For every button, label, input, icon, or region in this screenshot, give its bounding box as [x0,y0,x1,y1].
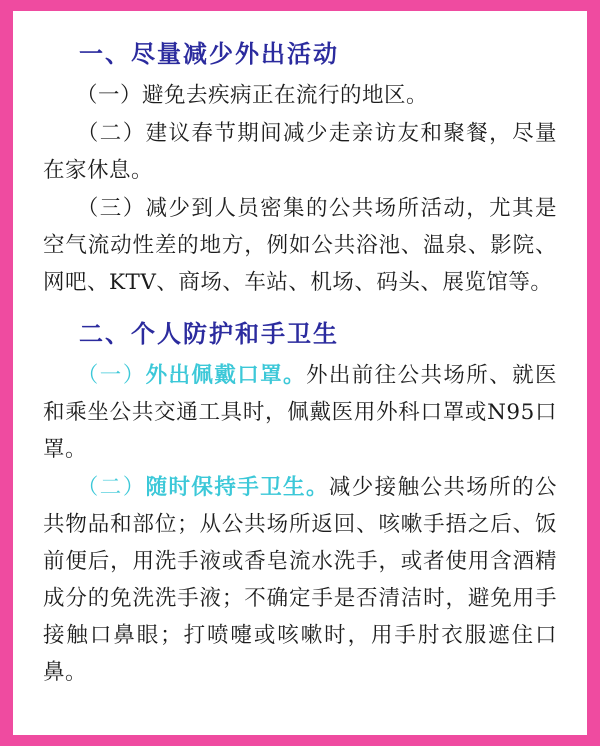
paragraph-marker: （二） [76,474,146,500]
paragraph-text: 建议春节期间减少走亲访友和聚餐，尽量在家休息。 [43,120,557,183]
section-1-paragraph-1 [43,78,557,115]
section-2-heading: 二、个人防护和手卫生 [79,319,339,348]
section-1-heading: 一、尽量减少外出活动 [79,40,339,68]
paragraph-text: 减少接触公共场所的公共物品和部位；从公共场所返回、咳嗽手捂之后、饭前便后，用洗手液或香皂流水洗手，或者使用含酒精成分的免洗洗手液；不确定手是否清洁时，避免用手接触口鼻眼；打喷嚏或咳嗽时，用手肘衣服遮住口鼻。 [43,474,557,685]
paragraph-text: 外出前往公共场所、就医和乘坐公共交通工具时，佩戴医用外科口罩或N95口罩。 [43,362,557,462]
section-1-paragraph-3 [43,191,557,302]
document-content [21,18,579,728]
paragraph-text: 避免去疾病正在流行的地区。 [142,83,429,108]
section-2-paragraph-1 [43,358,557,469]
paragraph-marker: （一） [76,362,146,388]
paragraph-marker: （一） [76,83,143,108]
paragraph-text: 减少到人员密集的公共场所活动，尤其是空气流动性差的地方，例如公共浴池、温泉、影院、网吧、KTV、商场、车站、机场、码头、展览馆等。 [43,195,557,295]
paragraph-marker: （二） [76,120,146,146]
section-2-paragraph-2 [43,470,557,692]
section-1-paragraph-2 [43,116,557,190]
paragraph-highlight: 随时保持手卫生。 [145,474,329,500]
paragraph-marker: （三） [76,195,146,221]
paragraph-highlight: 外出佩戴口罩。 [145,362,306,388]
